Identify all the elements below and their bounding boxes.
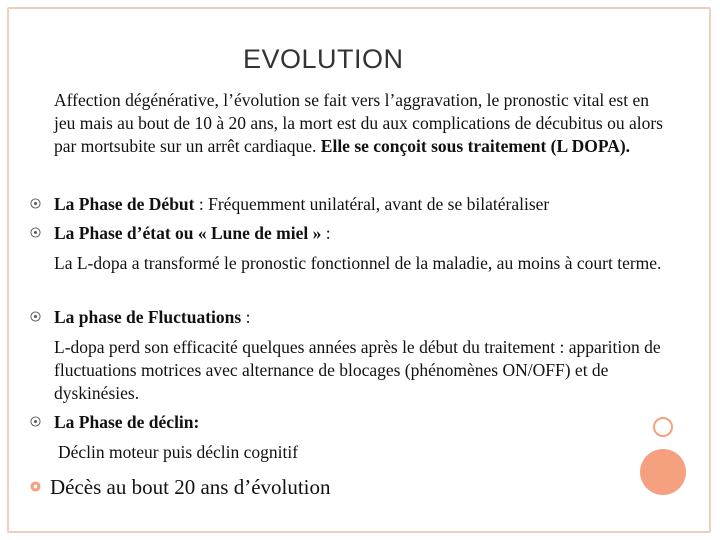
slide-title: EVOLUTION [243, 44, 404, 74]
flower-bullet-icon [30, 311, 41, 322]
intro-paragraph [54, 89, 674, 159]
phase-declin-label: La Phase de déclin: [54, 412, 200, 432]
flower-bullet-icon [30, 198, 41, 209]
phase-etat-label: La Phase d’état ou « Lune de miel » [54, 223, 322, 243]
decorative-circle-outline [653, 417, 673, 437]
decorative-circle-filled [640, 449, 686, 495]
phase-fluctuations-text: : [241, 307, 251, 327]
phase-etat-text: : [321, 223, 331, 243]
intro-text: Affection dégénérative, l’évolution se fait vers l’aggravation, le pronostic vital est en jeu mais au bout de 10 à 20 ans, la mort est du aux complications de décubitus ou alors par mortsubite sur un arrêt cardiaque. [54, 90, 663, 157]
final-point-text: Décès au bout 20 ans d’évolution [50, 475, 331, 499]
phase-fluctuations-label: La phase de Fluctuations [54, 307, 242, 327]
flower-bullet-icon [30, 481, 41, 492]
intro-bold-text: Elle se conçoit sous traitement (L DOPA). [320, 136, 631, 157]
phase-etat-detail: La L-dopa a transformé le pronostic fonctionnel de la maladie, au moins à court terme. [54, 253, 662, 273]
flower-bullet-icon [30, 416, 41, 427]
phase-declin-detail: Déclin moteur puis déclin cognitif [58, 442, 299, 462]
phase-fluctuations-detail: L-dopa perd son efficacité quelques années après le début du traitement : apparition de fluctuations motrices avec alternance de blocages (phénomènes ON/OFF) et de dyskinésies. [54, 337, 661, 404]
phase-debut-text: : Fréquemment unilatéral, avant de se bilatéraliser [194, 194, 550, 214]
phase-debut-label: La Phase de Début [54, 194, 195, 214]
flower-bullet-icon [30, 227, 41, 238]
